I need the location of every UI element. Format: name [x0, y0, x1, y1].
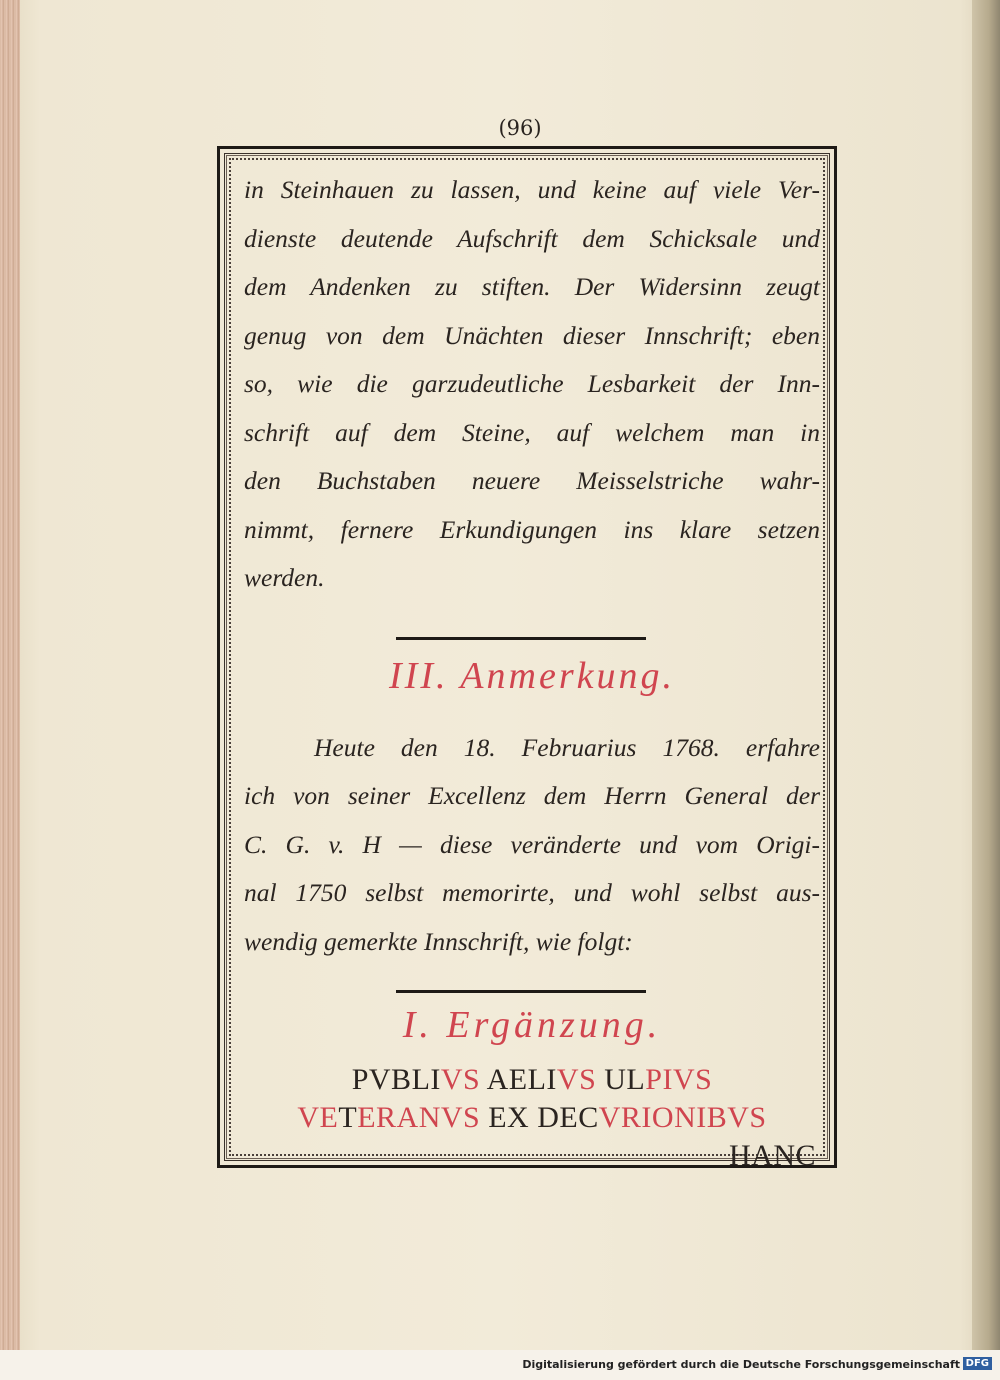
body-line: in Steinhauen zu lassen, und keine auf viele Ver- — [244, 175, 820, 204]
heading-anmerkung: III. Anmerkung. — [389, 654, 675, 697]
dfg-logo: DFG — [963, 1357, 992, 1370]
page-edge-right — [972, 0, 1000, 1350]
body-line: nimmt, fernere Erkundigungen ins klare setzen — [244, 514, 820, 544]
inscription-fragment: PIVS — [645, 1063, 713, 1096]
inscription-fragment: T — [338, 1101, 358, 1134]
body-line: genug von dem Unächten dieser Innschrift; eben — [244, 320, 820, 350]
inscription-fragment: UL — [596, 1063, 646, 1096]
inscription-line-2 — [244, 1101, 820, 1135]
heading-ergaenzung: I. Ergänzung. — [402, 1004, 662, 1046]
footer-credit: Digitalisierung gefördert durch die Deutsche Forschungsgemeinschaft — [522, 1358, 960, 1371]
note-line: Heute den 18. Februarius 1768. erfahre — [314, 732, 820, 762]
note-paragraph — [244, 724, 820, 967]
inscription-fragment: PVBLI — [351, 1063, 441, 1096]
inscription-line-1 — [244, 1063, 820, 1097]
body-line: werden. — [244, 563, 325, 592]
body-line: den Buchstaben neuere Meisselstriche wahr- — [244, 466, 820, 495]
note-line: nal 1750 selbst memorirte, und wohl selbst aus- — [244, 878, 820, 907]
inscription-line-3: HANC — [728, 1139, 816, 1172]
inscription-fragment: VS — [556, 1063, 597, 1096]
body-paragraph — [244, 166, 820, 603]
page-number: (96) — [498, 116, 542, 140]
body-line: schrift auf dem Steine, auf welchem man in — [244, 417, 820, 447]
note-line: C. G. v. H — diese veränderte und vom Origi- — [244, 829, 820, 859]
body-line: dem Andenken zu stiften. Der Widersinn zeugt — [244, 272, 820, 301]
body-line: dienste deutende Aufschrift dem Schicksale und — [244, 223, 820, 253]
note-line: ich von seiner Excellenz dem Herrn General der — [244, 781, 820, 810]
inscription-fragment: VS — [440, 1063, 481, 1096]
note-line: wendig gemerkte Innschrift, wie folgt: — [244, 926, 633, 956]
inscription-fragment: VE — [297, 1101, 339, 1134]
inscription-fragment: ERANVS — [357, 1101, 481, 1134]
inscription-fragment: VRIONIBVS — [598, 1101, 767, 1134]
page-edge-left — [0, 0, 20, 1350]
inscription — [244, 1063, 820, 1173]
inscription-fragment: EX DEC — [480, 1101, 599, 1134]
body-line: so, wie die garzudeutliche Lesbarkeit der Inn- — [244, 369, 820, 398]
inscription-fragment: AELI — [480, 1063, 557, 1096]
footer-bar — [0, 1350, 1000, 1380]
page-content — [244, 166, 820, 1173]
